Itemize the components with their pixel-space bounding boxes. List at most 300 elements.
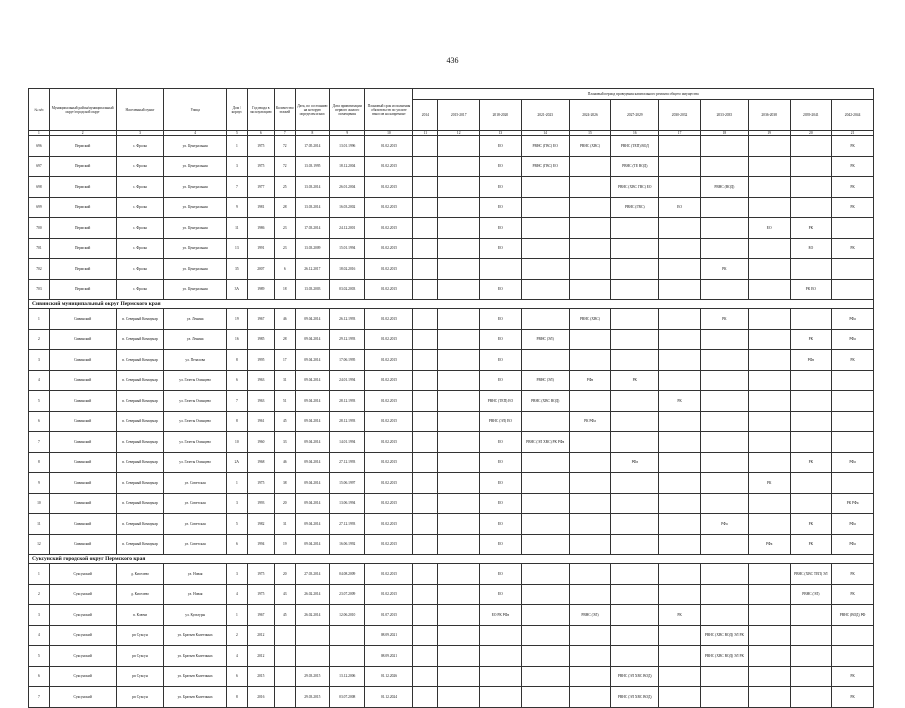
table-row: [29, 584, 874, 605]
period-cell: [700, 156, 748, 177]
municipality-cell: Суксунский: [49, 666, 116, 687]
period-cell: [521, 625, 569, 646]
year-cell: 2007: [247, 259, 274, 280]
period-cell: РВНС (ЭЛ ХВС ВОД): [611, 687, 659, 708]
col-date-privat-header: Дата приватизации первого жилого помещения: [330, 89, 365, 131]
floors-cell: 19: [274, 534, 295, 555]
period-cell: [659, 279, 701, 300]
period-cell: [611, 432, 659, 453]
period-cell: [611, 279, 659, 300]
period-cell: [413, 646, 438, 667]
date-wear-cell: 13.03.2014: [295, 197, 329, 218]
table-row: [29, 564, 874, 585]
date-wear-cell: 13.03.2014: [295, 177, 329, 198]
period-cell: [611, 238, 659, 259]
period-cell: [413, 238, 438, 259]
street-cell: ул. Братьев Калетиных: [164, 646, 227, 667]
period-cell: [521, 514, 569, 535]
period-cell: [438, 136, 480, 157]
settlement-cell: с. Фролы: [116, 197, 164, 218]
period-cell: РВНС (ГВС): [611, 197, 659, 218]
settlement-cell: с. Фролы: [116, 259, 164, 280]
period-cell: [438, 687, 480, 708]
period-cell: [438, 646, 480, 667]
floors-cell: [274, 625, 295, 646]
date-wear-cell: 26.02.2014: [295, 584, 329, 605]
period-cell: РК РФа: [832, 493, 874, 514]
year-cell: 1982: [247, 514, 274, 535]
row-number: 703: [29, 279, 50, 300]
date-wear-cell: 26.12.2017: [295, 259, 329, 280]
floors-cell: 20: [274, 493, 295, 514]
street-cell: ул. Центральная: [164, 238, 227, 259]
due-date-cell: 01.02.2015: [365, 218, 413, 239]
period-cell: [748, 625, 790, 646]
due-date-cell: 01.02.2015: [365, 136, 413, 157]
house-cell: 6: [226, 534, 247, 555]
year-cell: 1975: [247, 136, 274, 157]
table-row: [29, 534, 874, 555]
period-cell: [569, 452, 611, 473]
column-number: 17: [659, 131, 701, 136]
due-date-cell: 01.02.2015: [365, 514, 413, 535]
period-cell: [700, 432, 748, 453]
year-cell: 1960: [247, 432, 274, 453]
period-cell: [790, 391, 832, 412]
date-privat-cell: 24.01.1994: [330, 370, 365, 391]
period-cell: [569, 473, 611, 494]
period-header: 2036-2038: [748, 100, 790, 131]
year-cell: 1967: [247, 309, 274, 330]
period-cell: [521, 534, 569, 555]
period-cell: [438, 452, 480, 473]
date-privat-cell: 03.02.2003: [330, 279, 365, 300]
period-cell: РК: [790, 218, 832, 239]
period-cell: ЕО: [480, 177, 522, 198]
period-cell: [659, 473, 701, 494]
period-cell: РК: [832, 350, 874, 371]
period-cell: [832, 279, 874, 300]
period-cell: [438, 514, 480, 535]
table-row: [29, 452, 874, 473]
period-cell: РВНС (ГВС) ЕО: [521, 136, 569, 157]
period-cell: [521, 493, 569, 514]
year-cell: 1975: [247, 473, 274, 494]
period-cell: [748, 309, 790, 330]
period-cell: [438, 493, 480, 514]
year-cell: 2012: [247, 625, 274, 646]
due-date-cell: 01.02.2015: [365, 350, 413, 371]
street-cell: ул. Центральная: [164, 136, 227, 157]
period-cell: [659, 432, 701, 453]
date-wear-cell: 13.03.2003: [295, 279, 329, 300]
period-cell: [438, 156, 480, 177]
period-cell: [521, 646, 569, 667]
floors-cell: 46: [274, 452, 295, 473]
period-cell: [832, 411, 874, 432]
period-cell: [413, 473, 438, 494]
period-cell: [569, 156, 611, 177]
house-cell: 10: [226, 432, 247, 453]
period-cell: [790, 605, 832, 626]
period-cell: [569, 564, 611, 585]
floors-cell: 72: [274, 156, 295, 177]
period-cell: [832, 432, 874, 453]
period-cell: [569, 514, 611, 535]
date-wear-cell: 09.04.2014: [295, 534, 329, 555]
municipality-cell: Пермский: [49, 177, 116, 198]
house-cell: 1: [226, 605, 247, 626]
table-row: [29, 156, 874, 177]
period-cell: [521, 584, 569, 605]
period-cell: [700, 584, 748, 605]
period-cell: [790, 197, 832, 218]
period-cell: [611, 584, 659, 605]
period-cell: [413, 279, 438, 300]
house-cell: 2А: [226, 452, 247, 473]
period-cell: ЕО: [480, 432, 522, 453]
capital-repair-table: [28, 88, 874, 708]
period-cell: [413, 687, 438, 708]
settlement-cell: рп Суксун: [116, 646, 164, 667]
period-cell: [700, 197, 748, 218]
date-privat-cell: 24.12.2001: [330, 218, 365, 239]
column-number: 15: [569, 131, 611, 136]
period-cell: [413, 309, 438, 330]
settlement-cell: п. Северный Коммунар: [116, 473, 164, 494]
house-cell: 9: [226, 197, 247, 218]
table-row: [29, 177, 874, 198]
col-settlement-header: Населенный пункт: [116, 89, 164, 131]
table-row: [29, 432, 874, 453]
period-cell: [790, 625, 832, 646]
period-cell: [438, 534, 480, 555]
floors-cell: [274, 646, 295, 667]
period-cell: [438, 238, 480, 259]
date-privat-cell: 18.12.2004: [330, 156, 365, 177]
due-date-cell: 01.02.2015: [365, 493, 413, 514]
floors-cell: 46: [274, 309, 295, 330]
table-row: [29, 493, 874, 514]
floors-cell: 20: [274, 564, 295, 585]
period-cell: [521, 279, 569, 300]
period-cell: [748, 370, 790, 391]
settlement-cell: п. Северный Коммунар: [116, 493, 164, 514]
period-group-header: Плановый период проведения капитального ремонта общего имущества: [413, 89, 874, 100]
period-cell: [438, 666, 480, 687]
period-cell: ЕО: [480, 329, 522, 350]
period-cell: [611, 329, 659, 350]
period-cell: РК: [700, 309, 748, 330]
settlement-cell: п. Северный Коммунар: [116, 534, 164, 555]
date-privat-cell: 17.06.1995: [330, 350, 365, 371]
period-cell: [832, 646, 874, 667]
date-wear-cell: 09.04.2014: [295, 432, 329, 453]
row-number: 1: [29, 309, 50, 330]
period-cell: РВНС (ВОД): [700, 177, 748, 198]
due-date-cell: 01.12.2024: [365, 687, 413, 708]
period-cell: ЕО: [480, 564, 522, 585]
due-date-cell: 01.02.2015: [365, 534, 413, 555]
street-cell: ул. Печалова: [164, 350, 227, 371]
date-privat-cell: 23.07.2009: [330, 584, 365, 605]
municipality-cell: Сивинский: [49, 473, 116, 494]
date-privat-cell: 13.06.1994: [330, 493, 365, 514]
period-cell: [659, 259, 701, 280]
floors-cell: 31: [274, 370, 295, 391]
period-cell: [413, 625, 438, 646]
period-cell: ЕО: [748, 218, 790, 239]
period-header: 2039-2041: [790, 100, 832, 131]
period-cell: [611, 493, 659, 514]
date-wear-cell: 09.04.2014: [295, 411, 329, 432]
due-date-cell: 08.09.2021: [365, 625, 413, 646]
row-number: 6: [29, 666, 50, 687]
period-cell: ЕО: [480, 514, 522, 535]
period-cell: РК ЕО: [790, 279, 832, 300]
table-row: [29, 259, 874, 280]
period-cell: [438, 177, 480, 198]
street-cell: ул. Советская: [164, 514, 227, 535]
table-row: [29, 218, 874, 239]
period-header: 2014: [413, 100, 438, 131]
period-cell: [521, 238, 569, 259]
settlement-cell: с. Фролы: [116, 279, 164, 300]
period-cell: [413, 391, 438, 412]
period-cell: [413, 452, 438, 473]
period-cell: [659, 309, 701, 330]
row-number: 7: [29, 432, 50, 453]
period-cell: РВНС (ТЕП) ВОД: [611, 136, 659, 157]
municipality-cell: Пермский: [49, 259, 116, 280]
period-cell: [611, 218, 659, 239]
period-cell: ЕО: [480, 136, 522, 157]
date-wear-cell: 09.04.2014: [295, 473, 329, 494]
due-date-cell: 01.02.2015: [365, 452, 413, 473]
due-date-cell: 01.02.2015: [365, 370, 413, 391]
section-title: Сивинский муниципальный округ Пермского края: [29, 300, 874, 309]
year-cell: 1993: [247, 493, 274, 514]
period-cell: [413, 493, 438, 514]
date-privat-cell: 13.12.2006: [330, 666, 365, 687]
column-number: 8: [295, 131, 329, 136]
date-wear-cell: 09.04.2014: [295, 391, 329, 412]
street-cell: ул. Газеты Осинцево: [164, 411, 227, 432]
municipality-cell: Сивинский: [49, 411, 116, 432]
floors-cell: 33: [274, 432, 295, 453]
street-cell: ул. Центральная: [164, 279, 227, 300]
municipality-cell: Суксунский: [49, 605, 116, 626]
period-cell: [659, 329, 701, 350]
house-cell: 16: [226, 329, 247, 350]
period-cell: [790, 370, 832, 391]
table-row: [29, 238, 874, 259]
due-date-cell: 01.02.2015: [365, 411, 413, 432]
date-wear-cell: 09.04.2014: [295, 514, 329, 535]
period-cell: [413, 197, 438, 218]
year-cell: 1989: [247, 279, 274, 300]
period-cell: [700, 391, 748, 412]
period-cell: РВНС (ЭЛ): [521, 370, 569, 391]
column-number: 3: [116, 131, 164, 136]
floors-cell: 45: [274, 411, 295, 432]
row-number: 2: [29, 584, 50, 605]
street-cell: ул. Новая: [164, 584, 227, 605]
house-cell: 3А: [226, 279, 247, 300]
year-cell: 1967: [247, 605, 274, 626]
column-number: 19: [748, 131, 790, 136]
period-cell: ЕО: [480, 279, 522, 300]
period-cell: РФа: [790, 350, 832, 371]
date-wear-cell: [295, 646, 329, 667]
period-cell: РВНС (ЭЛ) ЕО: [480, 411, 522, 432]
period-cell: [748, 279, 790, 300]
period-cell: [659, 666, 701, 687]
period-cell: [413, 514, 438, 535]
period-cell: [748, 238, 790, 259]
period-cell: [790, 687, 832, 708]
period-cell: РК: [832, 156, 874, 177]
period-cell: РВНС (ВОД) РФ: [832, 605, 874, 626]
period-cell: [790, 473, 832, 494]
period-cell: ЕО РК РФа: [480, 605, 522, 626]
period-cell: [748, 350, 790, 371]
row-number: 702: [29, 259, 50, 280]
period-cell: [569, 329, 611, 350]
column-number: 12: [438, 131, 480, 136]
period-cell: [611, 605, 659, 626]
floors-cell: 25: [274, 177, 295, 198]
table-row: [29, 514, 874, 535]
row-number: 697: [29, 156, 50, 177]
period-cell: [700, 534, 748, 555]
period-cell: [413, 156, 438, 177]
period-cell: [611, 309, 659, 330]
floors-cell: 6: [274, 259, 295, 280]
period-cell: [413, 432, 438, 453]
col-street-header: Улица: [164, 89, 227, 131]
period-cell: [438, 218, 480, 239]
period-header: 2024-2026: [569, 100, 611, 131]
row-number: 7: [29, 687, 50, 708]
municipality-cell: Суксунский: [49, 687, 116, 708]
period-cell: [700, 218, 748, 239]
date-privat-cell: 28.12.1993: [330, 411, 365, 432]
table-row: [29, 625, 874, 646]
house-cell: 19: [226, 309, 247, 330]
row-number: 5: [29, 646, 50, 667]
municipality-cell: Сивинский: [49, 329, 116, 350]
period-cell: РК: [832, 136, 874, 157]
due-date-cell: 01.02.2015: [365, 329, 413, 350]
period-cell: [790, 493, 832, 514]
settlement-cell: п. Северный Коммунар: [116, 329, 164, 350]
house-cell: 6: [226, 370, 247, 391]
period-cell: [659, 177, 701, 198]
period-cell: [611, 391, 659, 412]
period-cell: РК: [790, 534, 832, 555]
period-cell: РФа: [611, 452, 659, 473]
row-number: 4: [29, 625, 50, 646]
period-cell: [569, 584, 611, 605]
period-cell: [611, 564, 659, 585]
settlement-cell: п. Северный Коммунар: [116, 350, 164, 371]
municipality-cell: Пермский: [49, 156, 116, 177]
period-cell: [748, 493, 790, 514]
section-title: Суксунский городской округ Пермского края: [29, 555, 874, 564]
date-privat-cell: 03.07.2008: [330, 687, 365, 708]
floors-cell: 45: [274, 605, 295, 626]
period-cell: [790, 136, 832, 157]
due-date-cell: 01.02.2015: [365, 259, 413, 280]
period-cell: ЕО: [480, 350, 522, 371]
table-row: [29, 411, 874, 432]
period-cell: [480, 646, 522, 667]
period-cell: [569, 391, 611, 412]
period-cell: [438, 391, 480, 412]
period-cell: ЕО: [480, 493, 522, 514]
period-cell: [790, 259, 832, 280]
date-privat-cell: 15.06.1997: [330, 473, 365, 494]
period-cell: [413, 370, 438, 391]
column-number: 20: [790, 131, 832, 136]
column-number: 7: [274, 131, 295, 136]
row-number: 4: [29, 370, 50, 391]
column-number: 9: [330, 131, 365, 136]
period-cell: РФа: [748, 534, 790, 555]
period-cell: [413, 350, 438, 371]
year-cell: 2016: [247, 687, 274, 708]
due-date-cell: 01.02.2015: [365, 391, 413, 412]
period-cell: [413, 218, 438, 239]
period-cell: РВНС (ЭЛ): [569, 605, 611, 626]
period-cell: [521, 350, 569, 371]
date-wear-cell: 17.03.2014: [295, 218, 329, 239]
period-cell: [521, 309, 569, 330]
period-cell: [521, 473, 569, 494]
period-cell: [569, 687, 611, 708]
period-cell: [659, 156, 701, 177]
period-cell: [611, 411, 659, 432]
floors-cell: 17: [274, 350, 295, 371]
house-cell: 1: [226, 136, 247, 157]
date-privat-cell: 14.01.1994: [330, 432, 365, 453]
period-cell: [748, 197, 790, 218]
table-row: [29, 329, 874, 350]
period-cell: [569, 646, 611, 667]
period-cell: РК: [659, 391, 701, 412]
house-cell: 3: [226, 493, 247, 514]
table-row: [29, 279, 874, 300]
period-cell: РК: [790, 452, 832, 473]
period-cell: [413, 259, 438, 280]
house-cell: 35: [226, 259, 247, 280]
period-cell: [748, 156, 790, 177]
year-cell: 1981: [247, 197, 274, 218]
period-cell: [480, 666, 522, 687]
date-wear-cell: 09.04.2014: [295, 329, 329, 350]
period-cell: [790, 432, 832, 453]
period-header: 2033-2035: [700, 100, 748, 131]
table-row: [29, 646, 874, 667]
street-cell: ул. Центральная: [164, 218, 227, 239]
date-privat-cell: 29.12.1993: [330, 329, 365, 350]
year-cell: 1975: [247, 584, 274, 605]
period-cell: [790, 411, 832, 432]
street-cell: ул. Газеты Осинцево: [164, 452, 227, 473]
period-cell: [659, 452, 701, 473]
period-cell: [611, 514, 659, 535]
